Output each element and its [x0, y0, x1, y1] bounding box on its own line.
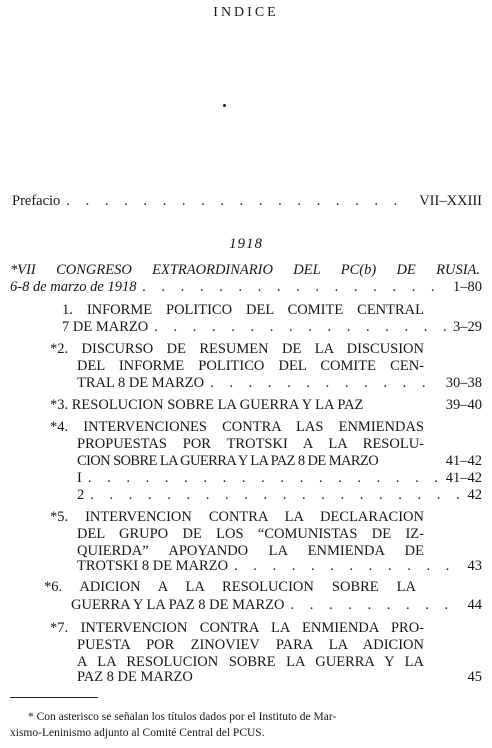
congress-title-line1: *VII CONGRESO EXTRAORDINARIO DEL PC(b) DE RUSIA. — [10, 262, 480, 278]
entry-7-line-1: *7. INTERVENCION CONTRA LA ENMIENDA PRO- — [50, 620, 424, 636]
leader-dots — [148, 319, 447, 336]
leader-dots — [84, 487, 461, 504]
toc-entry-7[interactable] — [77, 669, 482, 686]
entry-4-line-3: CION SOBRE LA GUERRA Y LA PAZ 8 DE MARZO — [77, 453, 379, 469]
entry-5-line-3: QUIERDA” APOYANDO LA ENMIENDA DE — [77, 543, 424, 559]
entry-3-line-1: *3. RESOLUCION SOBRE LA GUERRA Y LA PAZ — [50, 397, 364, 413]
toc-page-range: 45 — [467, 669, 482, 685]
entry-4-line-2: PROPUESTAS POR TROTSKI A LA RESOLU- — [77, 436, 424, 452]
entry-7-line-4: PAZ 8 DE MARZO — [77, 669, 193, 685]
entry-7-line-3: A LA RESOLUCION SOBRE LA GUERRA Y LA — [77, 654, 424, 670]
congress-date: 6-8 de marzo de 1918 — [10, 279, 137, 295]
toc-page-range: 42 — [467, 487, 482, 503]
leader-dots — [228, 558, 461, 575]
leader-dots — [136, 279, 447, 296]
toc-page-range: 41–42 — [445, 453, 482, 469]
entry-2-line-2: DEL INFORME POLITICO DEL COMITE CEN- — [77, 358, 424, 374]
footnote-rule — [10, 697, 98, 698]
subentry-1-label: I — [77, 470, 82, 486]
entry-2-line-1: *2. DISCURSO DE RESUMEN DE LA DISCUSION — [50, 341, 424, 357]
footnote-line-2: xismo-Leninismo adjunto al Comité Central del PCUS. — [10, 727, 265, 739]
entry-6-line-2: GUERRA Y LA PAZ 8 DE MARZO — [71, 597, 285, 613]
toc-page-range: VII–XXIII — [419, 193, 482, 209]
entry-7-line-2: PUESTA POR ZINOVIEV PARA LA ADICION — [77, 637, 424, 653]
entry-5-line-2: DEL GRUPO DE LOS “COMUNISTAS DE IZ- — [77, 526, 424, 542]
toc-subentry-1[interactable] — [77, 470, 482, 487]
toc-entry-3[interactable] — [50, 397, 482, 414]
toc-entry-prefacio[interactable] — [12, 193, 482, 210]
leader-dots — [82, 470, 440, 487]
toc-page-range: 1–80 — [453, 279, 482, 295]
entry-1-line-2: 7 DE MARZO — [62, 319, 149, 335]
entry-4-line-1: *4. INTERVENCIONES CONTRA LAS ENMIENDAS — [50, 419, 424, 435]
toc-entry-5[interactable] — [77, 558, 482, 575]
leader-dots — [285, 597, 462, 614]
toc-page-range: 44 — [467, 597, 482, 613]
toc-subentry-2[interactable] — [77, 487, 482, 504]
page-title: INDICE — [213, 5, 279, 20]
toc-page-range: 30–38 — [445, 375, 482, 391]
year-heading: 1918 — [229, 236, 263, 252]
toc-page-range: 41–42 — [445, 470, 482, 486]
leader-dots — [204, 375, 440, 392]
entry-5-line-1: *5. INTERVENCION CONTRA LA DECLARACION — [50, 509, 424, 525]
toc-page-range: 39–40 — [445, 397, 482, 413]
footnote-line-1: * Con asterisco se señalan los títulos dados por el Instituto de Mar- — [28, 711, 337, 723]
subentry-2-label: 2 — [77, 487, 85, 503]
toc-page-range: 43 — [467, 558, 482, 574]
entry-1-line-1: 1. INFORME POLITICO DEL COMITE CENTRAL — [62, 302, 424, 318]
toc-entry-4[interactable] — [77, 453, 482, 470]
toc-entry-6[interactable] — [71, 597, 482, 614]
entry-6-line-1: *6. ADICION A LA RESOLUCION SOBRE LA — [44, 579, 416, 595]
toc-entry-congress[interactable] — [10, 279, 482, 296]
toc-entry-2[interactable] — [77, 375, 482, 392]
leader-dots — [60, 193, 413, 210]
toc-entry-1[interactable] — [62, 319, 482, 336]
print-speck — [223, 104, 226, 107]
entry-5-line-4: TROTSKI 8 DE MARZO — [77, 558, 229, 574]
entry-2-line-3: TRAL 8 DE MARZO — [77, 375, 205, 391]
toc-entry-label: Prefacio — [12, 193, 61, 209]
toc-page-range: 3–29 — [453, 319, 482, 335]
